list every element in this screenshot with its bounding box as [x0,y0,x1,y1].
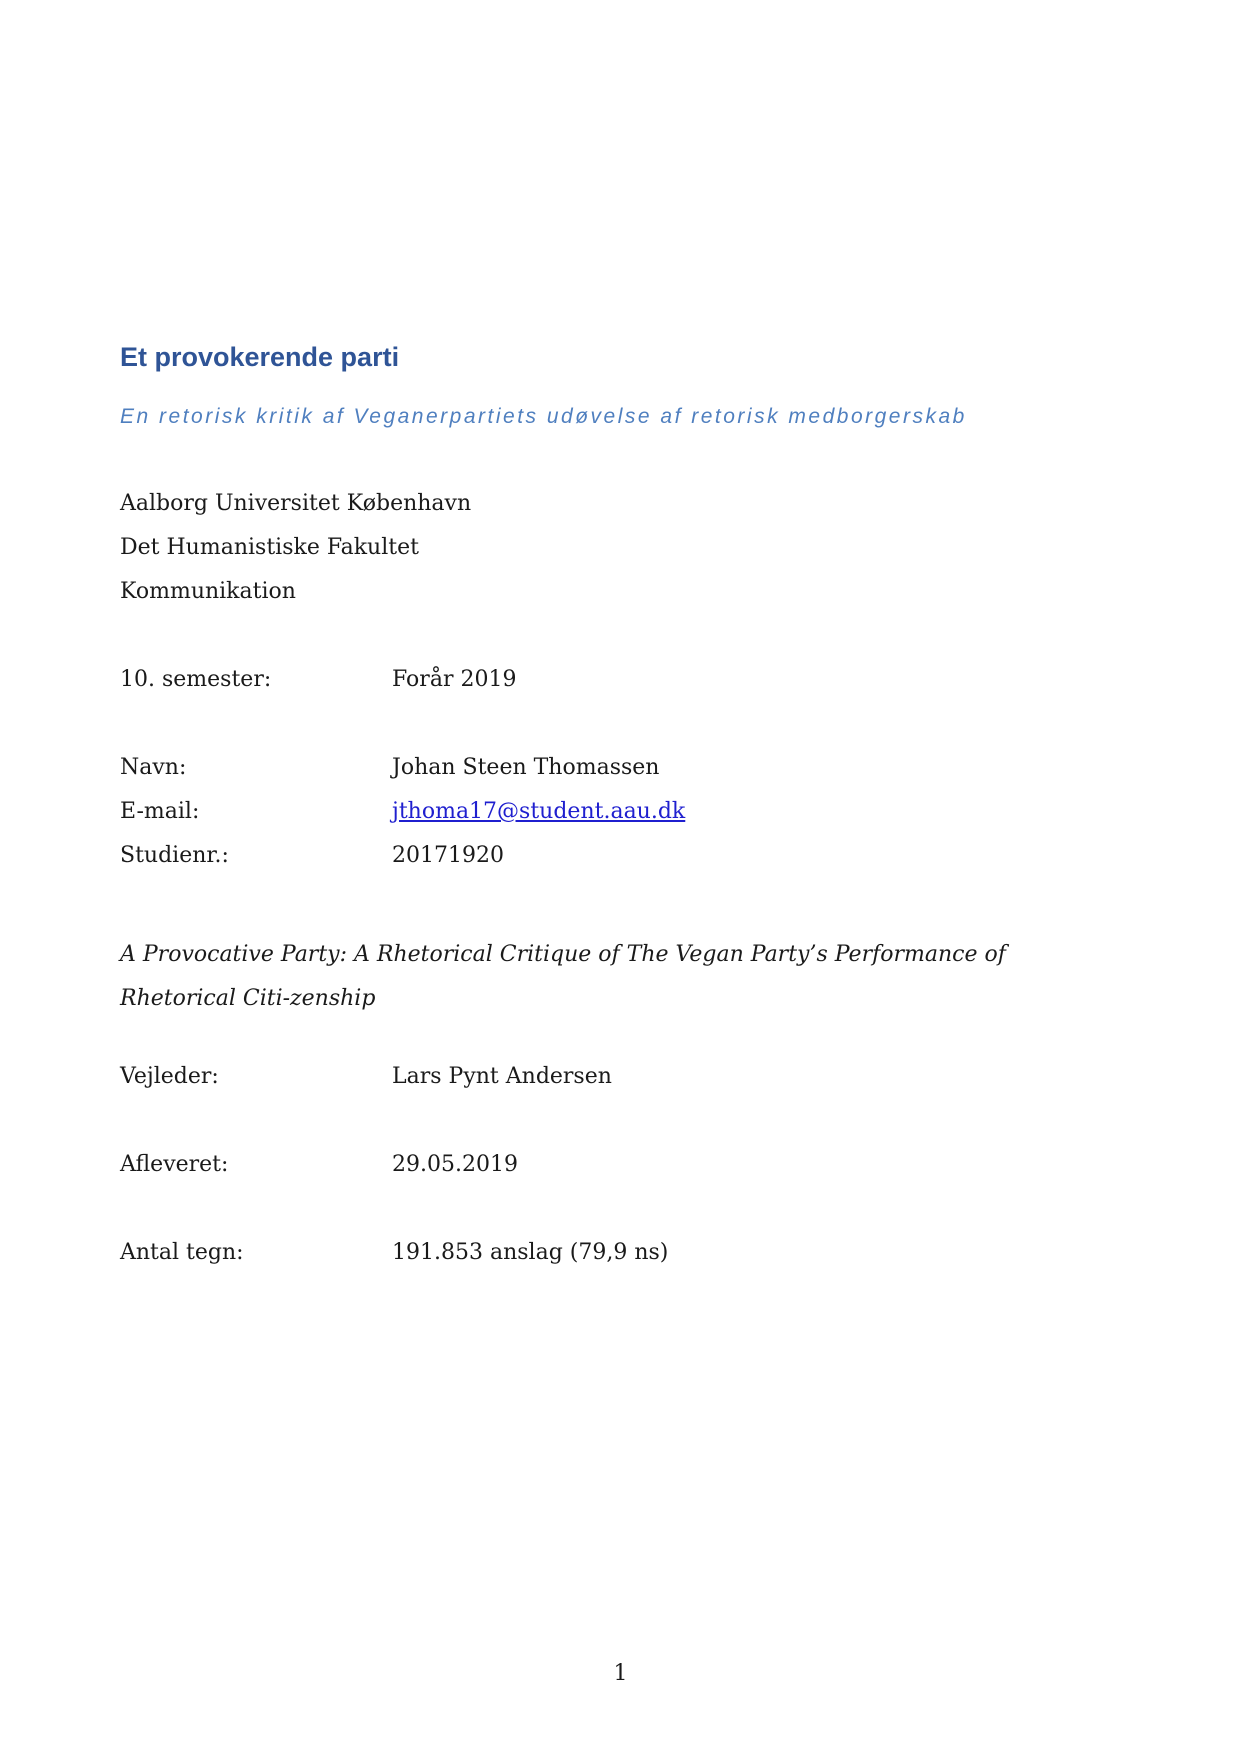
english-title: A Provocative Party: A Rhetorical Critique of The Vegan Party’s Performance of Rhetorical Citi-zenship [120,942,1006,1011]
semester-label: 10. semester: [120,667,272,692]
submitted-date: 29.05.2019 [392,1152,518,1177]
faculty-name: Det Humanistiske Fakultet [120,535,419,560]
program-name: Kommunikation [120,579,296,604]
page-number: 1 [613,1661,628,1686]
semester-value: Forår 2019 [392,667,517,692]
character-count-label: Antal tegn: [120,1240,244,1265]
student-number: 20171920 [392,843,504,868]
document-subtitle: En retorisk kritik af Veganerpartiets udøvelse af retorisk medborgerskab [120,405,967,428]
submitted-label: Afleveret: [120,1152,229,1177]
name-label: Navn: [120,755,187,780]
character-count-value: 191.853 anslag (79,9 ns) [392,1240,669,1265]
author-name: Johan Steen Thomassen [392,755,660,780]
email-link[interactable]: jthoma17@student.aau.dk [392,799,686,824]
supervisor-name: Lars Pynt Andersen [392,1064,612,1089]
supervisor-label: Vejleder: [120,1064,219,1089]
document-title: Et provokerende parti [120,342,400,372]
student-number-label: Studienr.: [120,843,229,868]
university-name: Aalborg Universitet København [120,491,472,516]
email-label: E-mail: [120,799,200,824]
